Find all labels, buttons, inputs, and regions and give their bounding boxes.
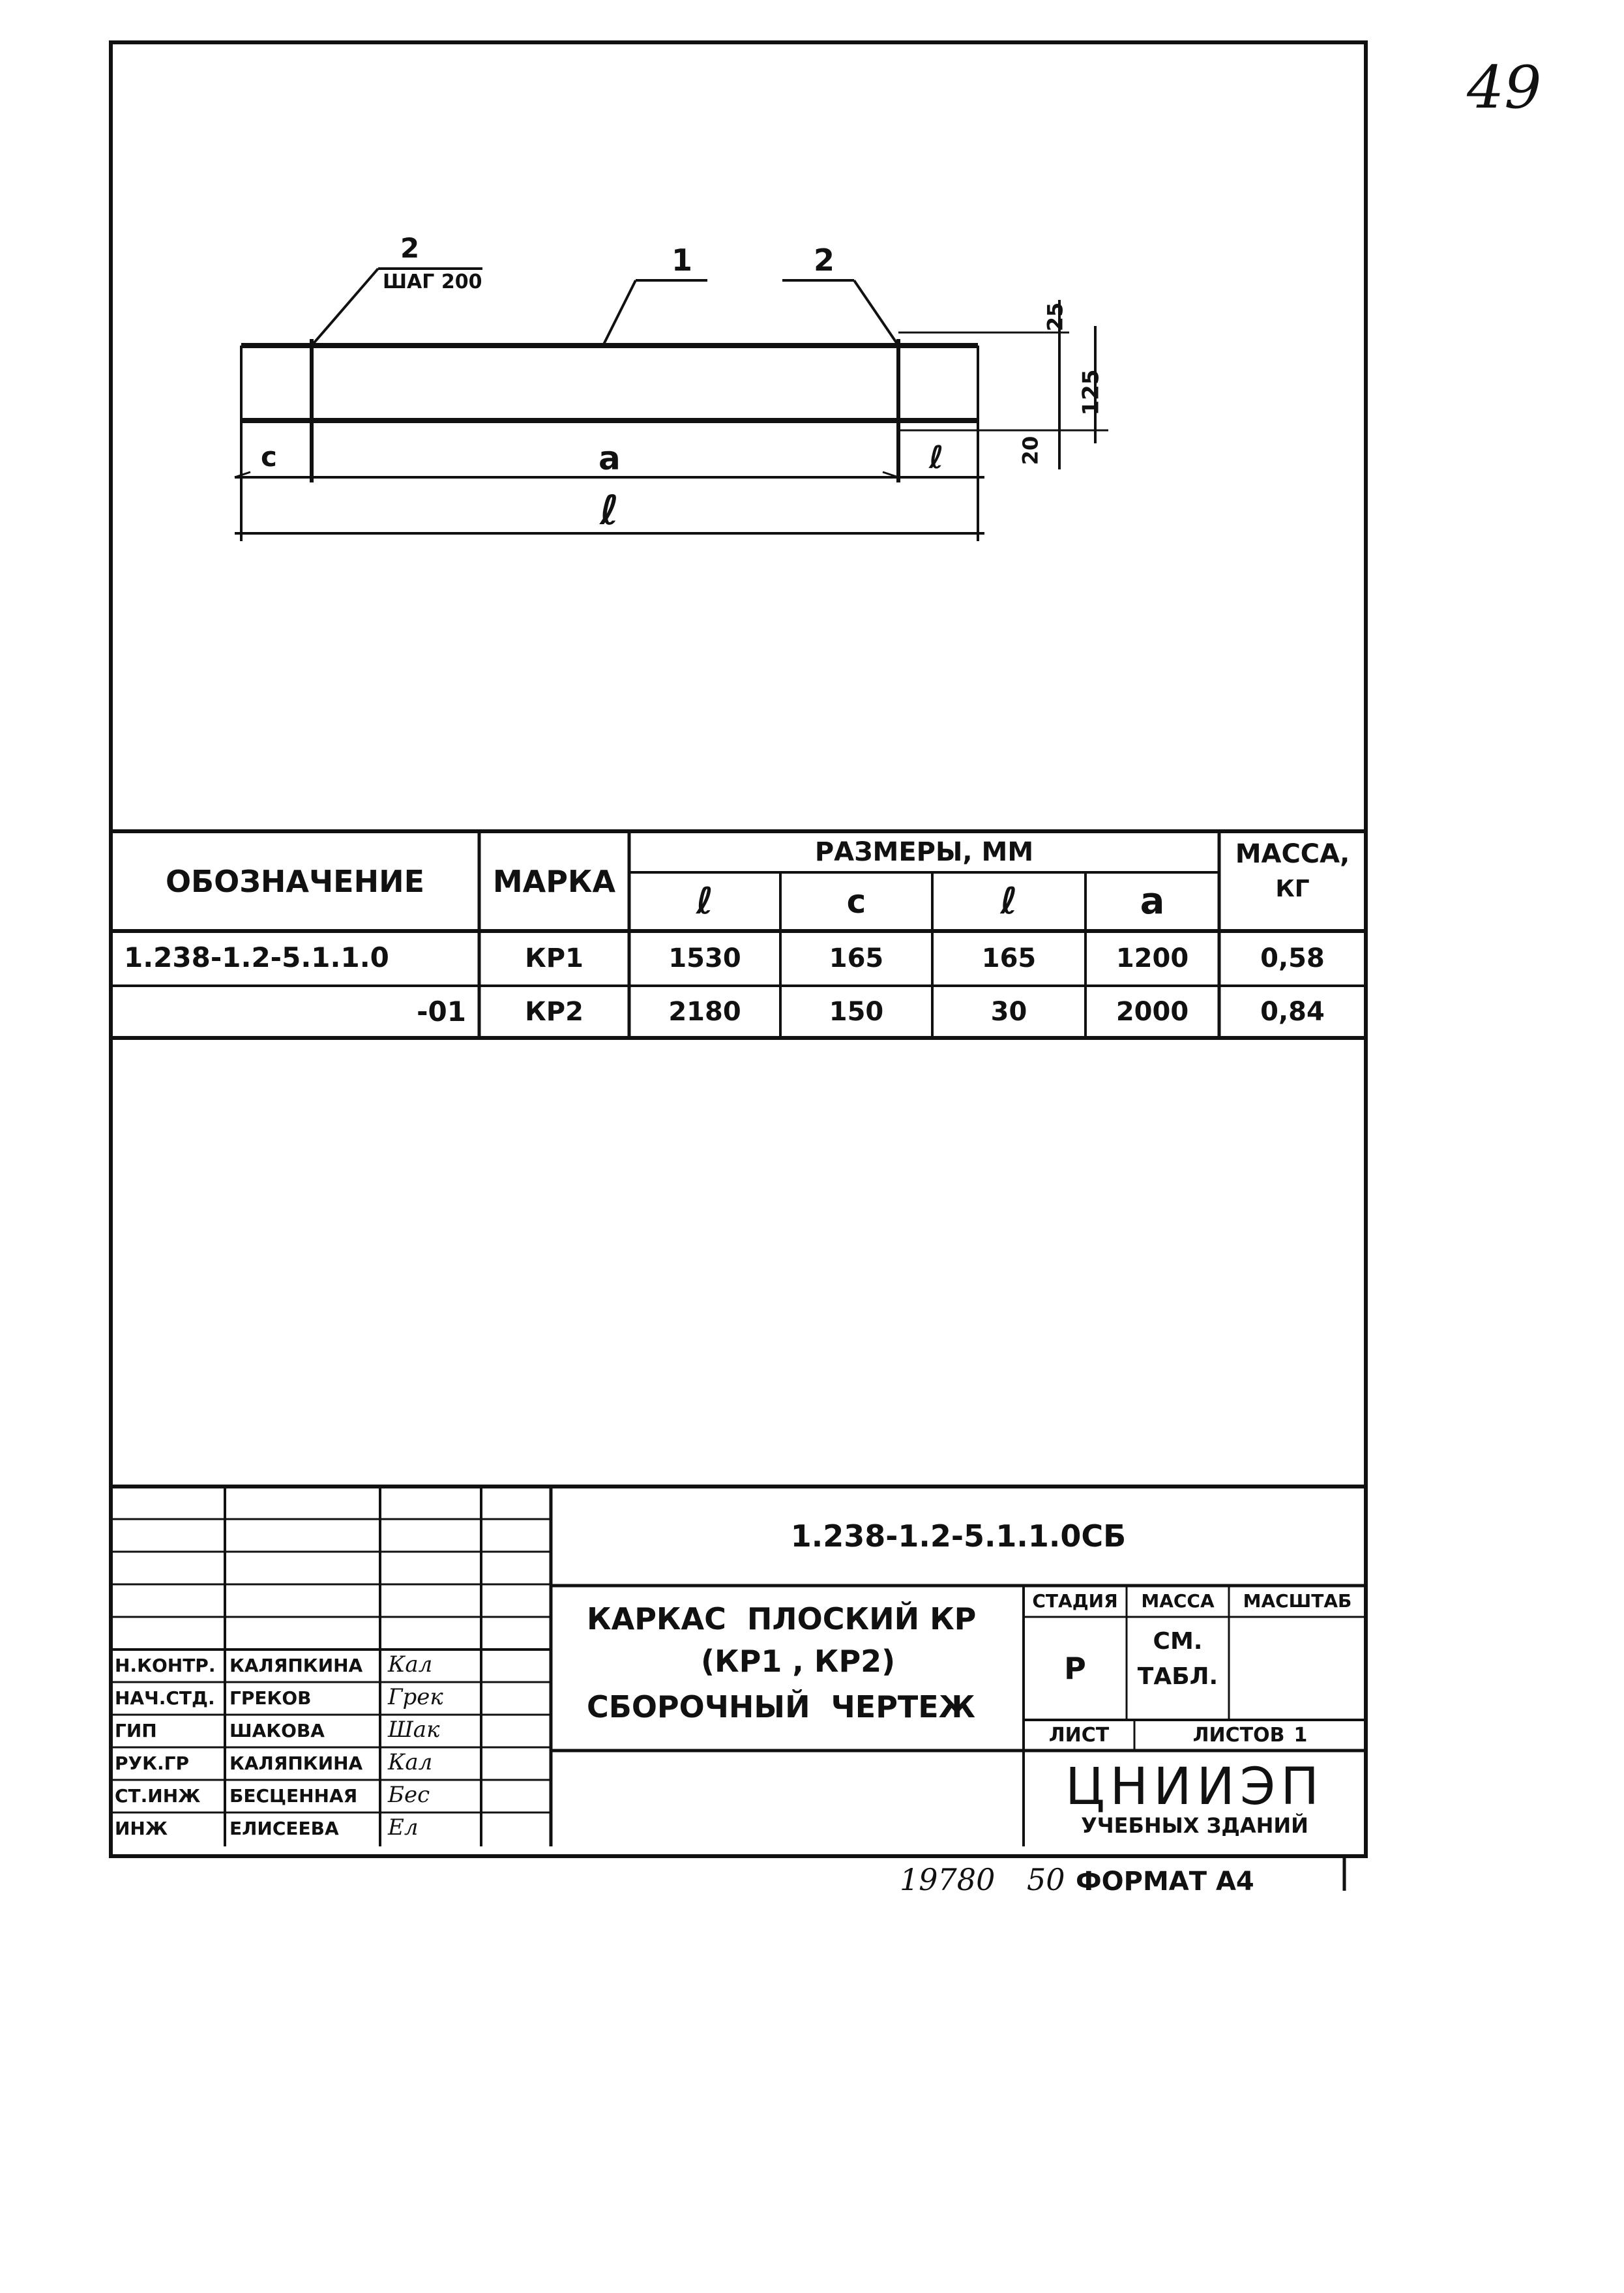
signer-role: РУК.ГР <box>115 1753 189 1774</box>
signer-role: ИНЖ <box>115 1818 168 1839</box>
signer-name: ЕЛИСЕЕВА <box>229 1818 339 1839</box>
callout-pos2-right: 2 <box>814 243 835 278</box>
mass-value-1: СМ. <box>1153 1628 1203 1655</box>
sheets-label: ЛИСТОВ <box>1192 1723 1285 1747</box>
footer-sheet: 50 <box>1027 1862 1065 1897</box>
signer-role: ГИП <box>115 1720 157 1741</box>
footer-format: ФОРМАТ А4 <box>1076 1867 1254 1897</box>
row1-b: 165 <box>981 943 1037 973</box>
stage-label: СТАДИЯ <box>1032 1590 1118 1612</box>
stage-value: Р <box>1064 1651 1086 1686</box>
callout-pos1: 1 <box>672 243 693 278</box>
header-mass: МАССА, <box>1235 839 1350 869</box>
signer-signature: Шак <box>388 1717 440 1743</box>
signer-role: СТ.ИНЖ <box>115 1785 201 1807</box>
title-line-2: (КР1 , КР2) <box>701 1644 896 1679</box>
mass-label: МАССА <box>1141 1590 1215 1612</box>
row2-b: 30 <box>990 997 1027 1027</box>
scale-label: МАСШТАБ <box>1243 1590 1352 1612</box>
signer-signature: Кал <box>388 1749 433 1775</box>
page-number: 49 <box>1467 53 1542 122</box>
row2-a: 2000 <box>1115 997 1189 1027</box>
signer-signature: Бес <box>388 1782 430 1808</box>
header-mark: МАРКА <box>492 863 616 899</box>
row1-mark: КР1 <box>525 943 583 973</box>
row1-l: 1530 <box>668 943 741 973</box>
col-a: a <box>1140 880 1165 923</box>
callout-pos2-left: 2 <box>400 232 420 264</box>
header-mass-unit: КГ <box>1275 876 1310 902</box>
row2-designation: -01 <box>417 996 466 1028</box>
row2-mass: 0,84 <box>1260 997 1325 1027</box>
signer-name: ШАКОВА <box>229 1720 325 1741</box>
dim-125: 125 <box>1078 369 1104 416</box>
row1-mass: 0,58 <box>1260 943 1325 973</box>
row2-mark: КР2 <box>525 997 583 1027</box>
signer-signature: Ел <box>388 1814 419 1841</box>
dim-label-b: ℓ <box>929 439 944 476</box>
row2-l: 2180 <box>668 997 741 1027</box>
row1-a: 1200 <box>1115 943 1189 973</box>
dim-20: 20 <box>1018 436 1043 466</box>
col-c: c <box>846 883 866 921</box>
signer-role: НАЧ.СТД. <box>115 1687 215 1709</box>
signer-name: БЕСЦЕННАЯ <box>229 1785 358 1807</box>
row1-c: 165 <box>829 943 884 973</box>
callout-pos2-step: ШАГ 200 <box>383 271 482 293</box>
signer-name: ГРЕКОВ <box>229 1687 312 1709</box>
cage-drawing <box>235 269 1108 541</box>
row2-c: 150 <box>829 997 884 1027</box>
signer-role: Н.КОНТР. <box>115 1655 216 1676</box>
dim-label-a: a <box>598 439 621 477</box>
org-name: ЦНИИЭП <box>1065 1757 1325 1816</box>
dim-25: 25 <box>1042 302 1068 332</box>
col-l: ℓ <box>696 880 714 923</box>
dim-label-c: c <box>261 441 277 473</box>
sheet-label: ЛИСТ <box>1048 1723 1110 1747</box>
signer-name: КАЛЯПКИНА <box>229 1753 363 1774</box>
col-b: ℓ <box>1000 880 1018 923</box>
org-sub: УЧЕБНЫХ ЗДАНИЙ <box>1081 1812 1308 1838</box>
signer-signature: Грек <box>388 1684 443 1710</box>
mass-value-2: ТАБЛ. <box>1137 1663 1218 1690</box>
dim-label-l: ℓ <box>600 486 619 534</box>
sheets-value: 1 <box>1293 1723 1308 1747</box>
header-sizes: РАЗМЕРЫ, ММ <box>814 836 1034 867</box>
footer-number: 19780 <box>900 1862 996 1897</box>
row1-designation: 1.238-1.2-5.1.1.0 <box>124 941 389 973</box>
title-line-1: КАРКАС ПЛОСКИЙ КР <box>587 1601 977 1636</box>
signer-name: КАЛЯПКИНА <box>229 1655 363 1676</box>
doc-code: 1.238-1.2-5.1.1.0СБ <box>790 1518 1127 1554</box>
signer-signature: Кал <box>388 1651 433 1678</box>
header-designation: ОБОЗНАЧЕНИЕ <box>165 863 425 899</box>
title-line-3: СБОРОЧНЫЙ ЧЕРТЕЖ <box>587 1689 976 1724</box>
